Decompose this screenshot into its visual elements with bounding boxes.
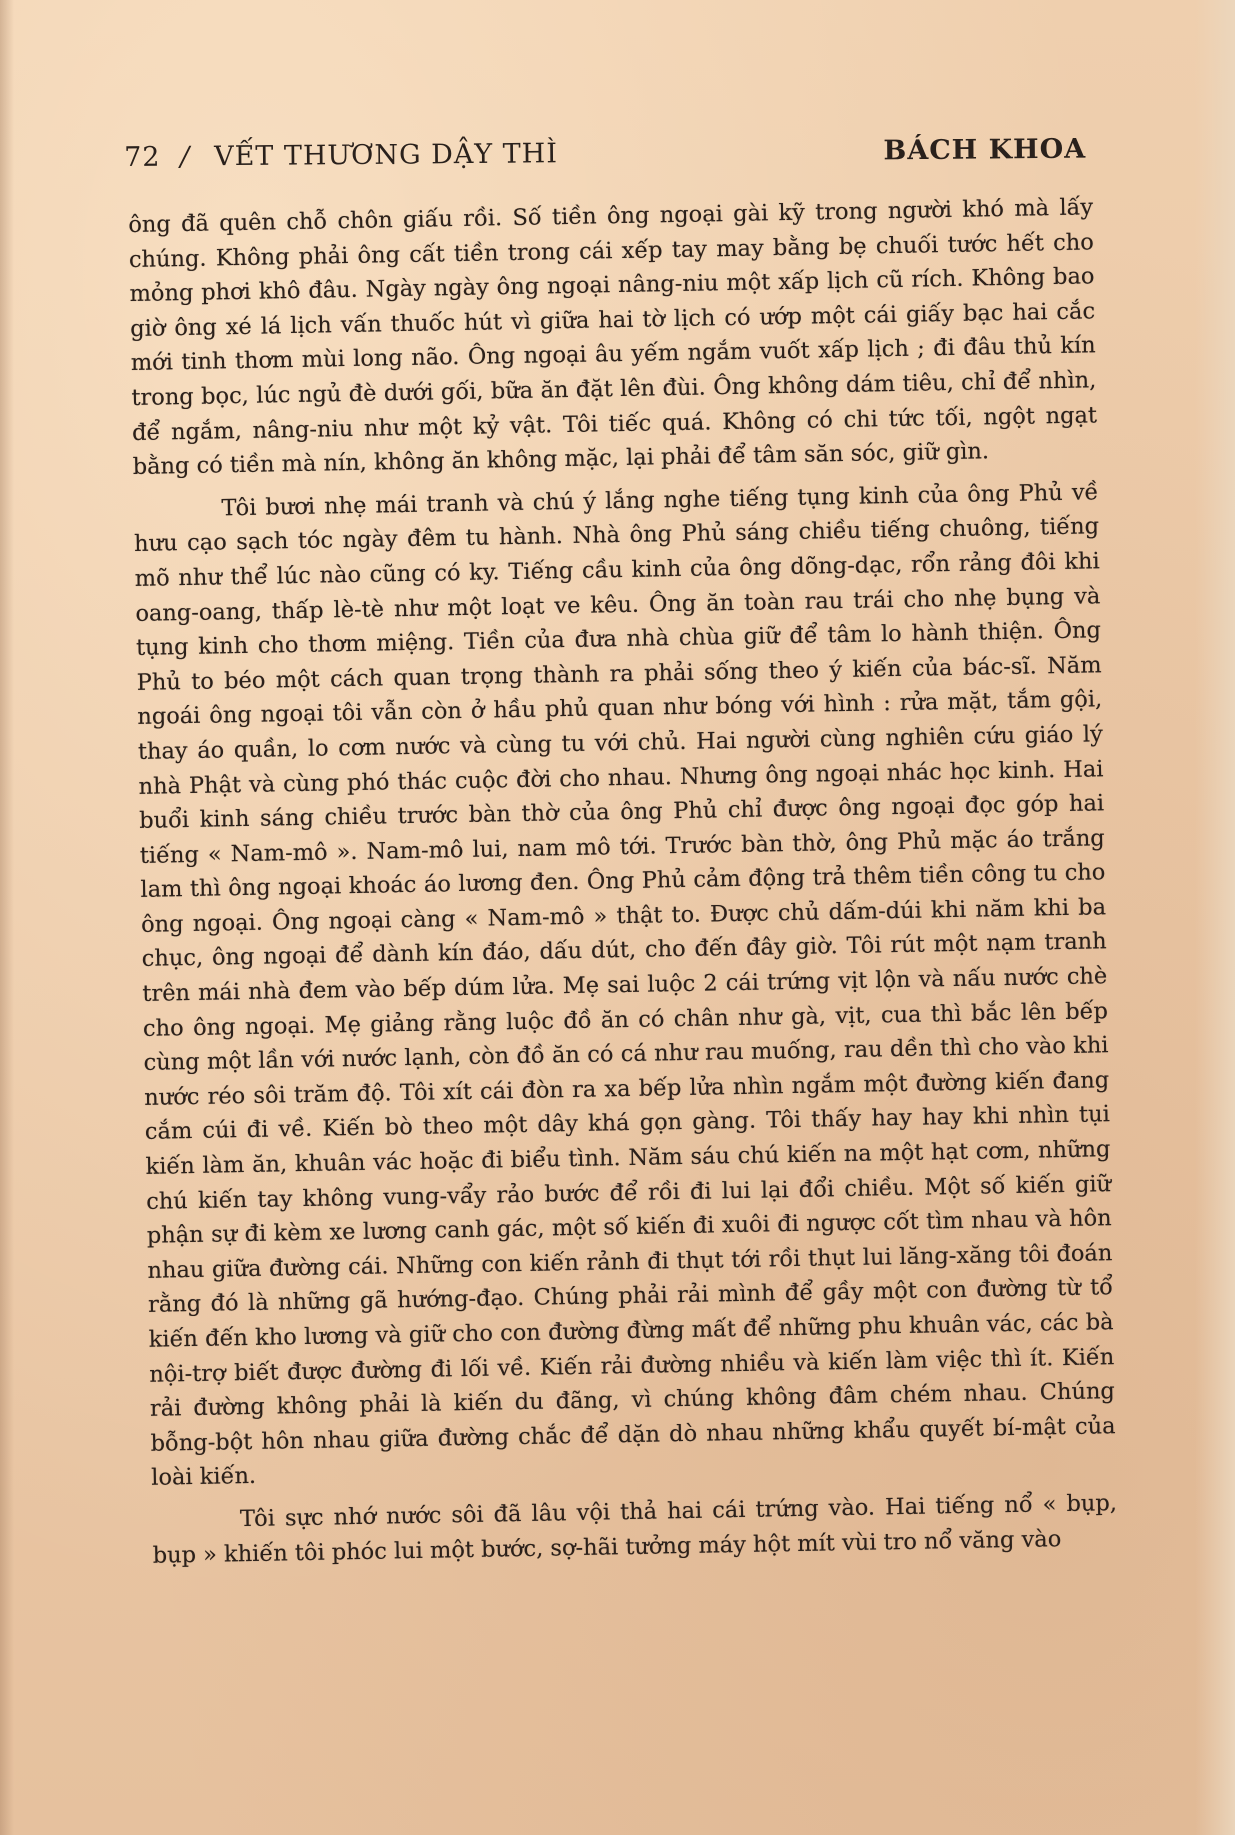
header-separator: /: [179, 141, 190, 173]
page-number: 72: [124, 141, 161, 173]
page-edge-shadow: [0, 0, 14, 1835]
paragraph-1: ông đã quên chỗ chôn giấu rồi. Số tiền ông ngoại gài kỹ trong người khó mà lấy chúng. Không phải ông cất tiền trong cái xếp tay may bằng bẹ chuối tước hết cho mỏng phơi khô đâu. Ngày ngày ông ngoại nâng-niu một xấp lịch cũ rích. Không bao giờ ông xé lá lịch vấn thuốc hút vì giữa hai tờ lịch có ướp một cái giấy bạc hai cắc mới tinh thơm mùi long não. Ông ngoại âu yếm ngắm vuốt xấp lịch ; đi đâu thủ kín trong bọc, lúc ngủ đè dưới gối, bữa ăn đặt lên đùi. Ông không dám tiêu, chỉ để nhìn, để ngắm, nâng-niu như một kỷ vật. Tôi tiếc quá. Không có chi tức tối, ngột ngạt bằng có tiền mà nín, không ăn không mặc, lại phải để tâm săn sóc, giữ gìn.: [128, 194, 1098, 481]
paragraph-3: Tôi sực nhớ nước sôi đã lâu vội thả hai cái trứng vào. Hai tiếng nổ « bụp, bụp » khiến tôi phóc lui một bước, sợ-hãi tưởng máy hột mít vùi tro nổ văng vào: [152, 1490, 1118, 1569]
page-edge-light: [1195, 0, 1235, 1835]
running-title: VẾT THƯƠNG DẬY THÌ: [213, 138, 559, 173]
journal-name: BÁCH KHOA: [883, 133, 1087, 167]
running-header: [124, 134, 1086, 182]
paragraph-2: Tôi bươi nhẹ mái tranh và chú ý lắng nghe tiếng tụng kinh của ông Phủ về hưu cạo sạch tóc ngày đêm tu hành. Nhà ông Phủ sáng chiều tiếng chuông, tiếng mõ như thể lúc nào cũng có ky. Tiếng cầu kinh của ông dõng-dạc, rổn rảng đôi khi oang-oang, thấp lè-tè như một loạt ve kêu. Ông ăn toàn rau trái cho nhẹ bụng và tụng kinh cho thơm miệng. Tiền của đưa nhà chùa giữ để tâm lo hành thiện. Ông Phủ to béo một cách quan trọng thành ra phải sống theo ý kiến của bác-sĩ. Năm ngoái ông ngoại tôi vẫn còn ở hầu phủ quan như bóng với hình : rửa mặt, tắm gội, thay áo quần, lo cơm nước và cùng tu với chủ. Hai người cùng nghiên cứu giáo lý nhà Phật và cùng phó thác cuộc đời cho nhau. Nhưng ông ngoại nhác học kinh. Hai buổi kinh sáng chiều trước bàn thờ của ông Phủ chỉ được ông ngoại đọc góp hai tiếng « Nam-mô ». Nam-mô lui, nam mô tới. Trước bàn thờ, ông Phủ mặc áo trắng lam thì ông ngoại khoác áo lương đen. Ông Phủ cảm động trả thêm tiền công tu cho ông ngoại. Ông ngoại càng « Nam-mô » thật to. Được chủ dấm-dúi khi năm khi ba chục, ông ngoại để dành kín đáo, dấu dút, cho đến đây giờ. Tôi rút một nạm tranh trên mái nhà đem vào bếp dúm lửa. Mẹ sai luộc 2 cái trứng vịt lộn và nấu nước chè cho ông ngoại. Mẹ giảng rằng luộc đồ ăn có chân như gà, vịt, cua thì bắc lên bếp cùng một lần với nước lạnh, còn đồ ăn có cá như rau muống, rau dền thì cho vào khi nước réo sôi trăm độ. Tôi xít cái đòn ra xa bếp lửa nhìn ngắm một đường kiến đang cắm cúi đi về. Kiến bò theo một dây khá gọn gàng. Tôi thấy hay hay khi nhìn tụi kiến làm ăn, khuân vác hoặc đi biểu tình. Năm sáu chú kiến na một hạt cơm, những chú kiến tay không vung-vẩy rảo bước để rồi đi lui lại đổi chiều. Một số kiến giữ phận sự đi kèm xe lương canh gác, một số kiến đi xuôi đi ngược cốt tìm nhau và hôn nhau giữa đường cái. Những con kiến rảnh đi thụt tới rồi thụt lui lăng-xăng tôi đoán rằng đó là những gã hướng-đạo. Chúng phải rải mình để gầy một con đường từ tổ kiến đến kho lương và giữ cho con đường đừng mất để những phu khuân vác, các bà nội-trợ biết được đường đi lối về. Kiến rải đường nhiều và kiến làm việc thì ít. Kiến rải đường không phải là kiến du đãng, vì chúng không đâm chém nhau. Chúng bỗng-bột hôn nhau giữa đường chắc để dặn dò nhau những khẩu quyết bí-mật của loài kiến.: [133, 479, 1116, 1492]
body-text: [128, 190, 1118, 1573]
